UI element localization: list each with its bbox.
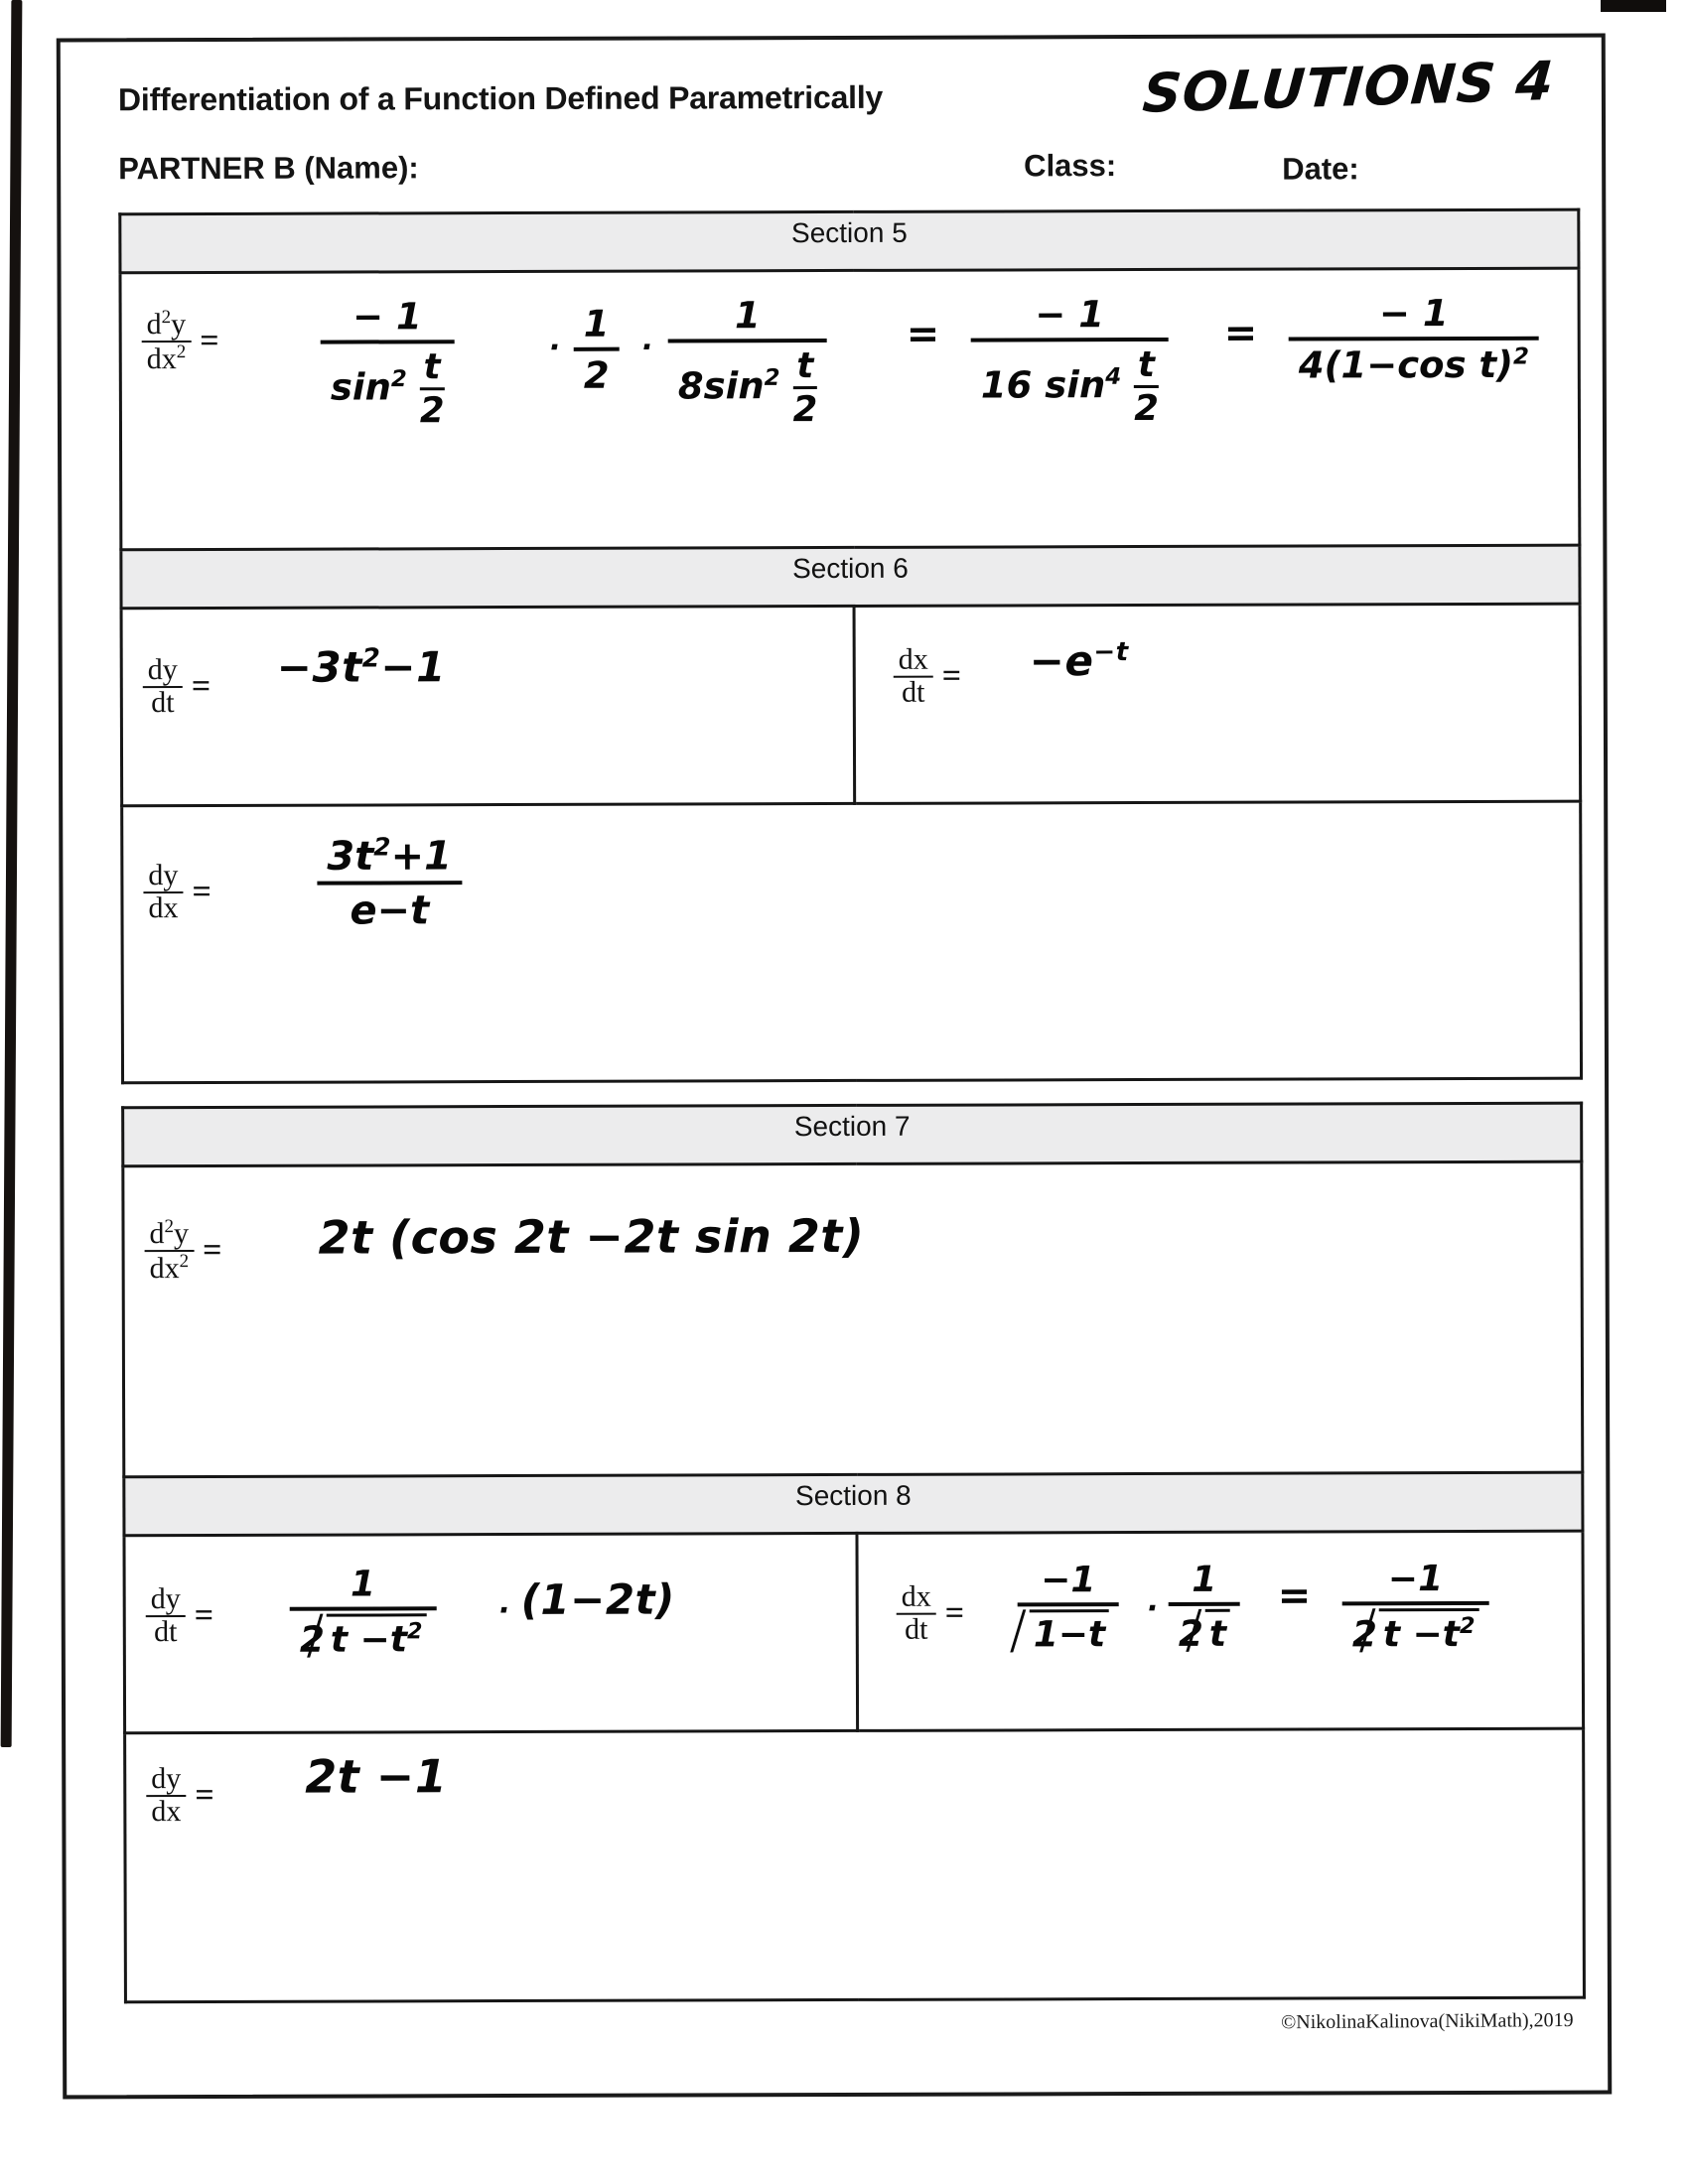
- partner-name-label: PARTNER B (Name):: [118, 150, 419, 187]
- section-5-header-row: [120, 209, 1579, 273]
- section-8-dydx-cell[interactable]: [125, 1728, 1585, 2002]
- s5-dot-1: ·: [548, 330, 561, 365]
- s8-dxdt-fraction-1: −1 1−t: [1018, 1560, 1120, 1655]
- worksheet-page: [57, 34, 1613, 2100]
- section-6-heading: Section 6: [121, 545, 1580, 609]
- header-fields-row: [90, 137, 1572, 213]
- class-label: Class:: [1024, 148, 1117, 184]
- section-6-header-row: [121, 545, 1580, 609]
- section-7-heading: Section 7: [123, 1103, 1582, 1166]
- second-derivative-label-s5: $\frac{d^2y}{dx^2}$ =: [142, 308, 219, 374]
- dy-dx-label-s6: $\frac{dy}{dx}$ =: [143, 861, 211, 923]
- section-5-answer-cell[interactable]: [120, 268, 1580, 550]
- s8-dxdt-equals: =: [1277, 1572, 1312, 1619]
- s8-dydt-factor: (1−2t): [520, 1574, 675, 1624]
- sections-7-8-table: [121, 1102, 1586, 2004]
- dy-dt-label-s6: $\frac{dy}{dt}$ =: [143, 655, 211, 718]
- section-6-dydt-cell[interactable]: [121, 606, 855, 805]
- second-derivative-label-s7: $\frac{d^2y}{dx^2}$ =: [144, 1217, 221, 1284]
- section-6-derivatives-row: [121, 604, 1581, 806]
- s8-dxdt-fraction-3: −1 2 $t -t^2$: [1342, 1559, 1489, 1655]
- dx-dt-label-s8: $\frac{dx}{dt}$ =: [897, 1582, 965, 1645]
- s5-fraction-5: − 1 4(1−cos t)$^2$: [1289, 292, 1540, 387]
- s7-value: 2t (cos 2t −2t sin 2t): [318, 1208, 865, 1265]
- section-7-answer-cell[interactable]: [123, 1161, 1583, 1477]
- copyright-notice: ©NikolinaKalinova(NikiMath),2019: [1281, 2009, 1575, 2034]
- section-8-derivatives-row: [124, 1531, 1584, 1733]
- section-8-header-row: [124, 1472, 1583, 1536]
- s8-dydt-dot: ·: [497, 1593, 510, 1629]
- s5-fraction-2: 1 2: [574, 303, 620, 397]
- dy-dt-label-s8: $\frac{dy}{dt}$ =: [146, 1584, 214, 1647]
- section-7-work-row: [123, 1161, 1583, 1477]
- s6-dydx-fraction: $3t^2+1$ e−t: [317, 832, 462, 934]
- page-title: Differentiation of a Function Defined Parametrically: [117, 78, 884, 118]
- date-label: Date:: [1282, 151, 1359, 187]
- header-title-row: [90, 49, 1572, 142]
- scan-edge-artifact: [1, 0, 23, 1747]
- s5-dot-2: ·: [640, 330, 653, 365]
- s8-dxdt-dot: ·: [1146, 1590, 1159, 1627]
- section-6-dydx-row: [122, 801, 1582, 1083]
- s5-equals-1: =: [906, 311, 940, 357]
- s8-dydx-value: 2t −1: [305, 1749, 448, 1804]
- s8-dydt-fraction: 1 2 $t -t^2$: [290, 1564, 437, 1660]
- dx-dt-label-s6: $\frac{dx}{dt}$ =: [894, 645, 962, 708]
- s5-equals-2: =: [1223, 310, 1258, 356]
- section-5-heading: Section 5: [120, 209, 1579, 273]
- dy-dx-label-s8: $\frac{dy}{dx}$ =: [146, 1764, 214, 1827]
- s6-dxdt-value: $-e^{-t}$: [1029, 636, 1129, 686]
- s5-fraction-3: 1 $8\sin^2$ $\frac{t}{2}$: [668, 294, 828, 431]
- scan-mark-artifact: [1601, 0, 1666, 12]
- section-6-dydx-cell[interactable]: [122, 801, 1582, 1083]
- s8-dxdt-fraction-2: 1 2 t: [1169, 1560, 1241, 1655]
- section-5-work-row: [120, 268, 1580, 550]
- solutions-annotation: SOLUTIONS 4: [1140, 49, 1557, 125]
- s5-fraction-1: − 1 $\sin^2$ $\frac{t}{2}$: [321, 295, 455, 431]
- section-6-dxdt-cell[interactable]: [854, 604, 1581, 803]
- section-7-header-row: [123, 1103, 1582, 1166]
- s6-dydt-value: $-3t^2-1$: [276, 642, 446, 692]
- s5-fraction-4: − 1 16 $\sin^4$ $\frac{t}{2}$: [971, 293, 1169, 430]
- section-8-dxdt-cell[interactable]: [857, 1531, 1584, 1730]
- section-8-heading: Section 8: [124, 1472, 1583, 1536]
- section-8-dydt-cell[interactable]: [124, 1533, 858, 1732]
- section-8-dydx-row: [125, 1728, 1585, 2002]
- sections-5-6-table: [118, 208, 1583, 1085]
